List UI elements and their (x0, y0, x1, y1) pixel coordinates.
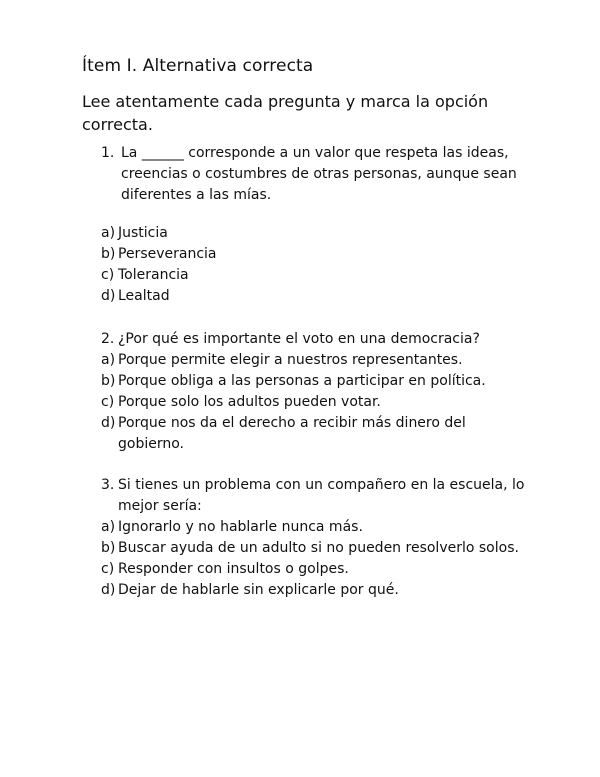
question-number: 2. (101, 331, 115, 347)
option-text: Porque solo los adultos pueden votar. (118, 394, 381, 410)
option-2c[interactable] (101, 392, 531, 413)
option-1a[interactable] (101, 223, 531, 244)
option-text: Porque permite elegir a nuestros representantes. (118, 352, 463, 368)
item-title: Ítem I. Alternativa correcta (82, 56, 314, 76)
option-letter: b) (101, 373, 116, 389)
question-text: ¿Por qué es importante el voto en una democracia? (118, 331, 480, 347)
option-text: Perseverancia (118, 246, 217, 262)
question-number: 1. (101, 145, 115, 161)
option-3a[interactable] (101, 517, 531, 538)
instructions: Lee atentamente cada pregunta y marca la opción correcta. (82, 92, 489, 134)
option-1d[interactable] (101, 286, 531, 307)
question-text: Si tienes un problema con un compañero en la escuela, lo mejor sería: (118, 477, 525, 514)
option-text: Responder con insultos o golpes. (118, 561, 349, 577)
option-text: Dejar de hablarle sin explicarle por qué. (118, 582, 399, 598)
option-1c[interactable] (101, 265, 531, 286)
option-letter: b) (101, 246, 116, 262)
option-text: Tolerancia (118, 267, 189, 283)
option-letter: c) (101, 561, 115, 577)
question-number: 3. (101, 477, 115, 493)
question-3 (101, 475, 531, 601)
option-letter: a) (101, 519, 116, 535)
option-2b[interactable] (101, 371, 531, 392)
question-3-stem (101, 475, 531, 517)
option-2d[interactable] (101, 413, 531, 455)
option-3d[interactable] (101, 580, 531, 601)
option-text: Lealtad (118, 288, 170, 304)
option-text: Porque nos da el derecho a recibir más dinero del gobierno. (118, 415, 466, 452)
option-letter: d) (101, 582, 116, 598)
option-2a[interactable] (101, 350, 531, 371)
question-2-stem (101, 329, 531, 350)
question-2 (101, 329, 531, 455)
question-text: La ______ corresponde a un valor que respeta las ideas, creencias o costumbres de otras personas, aunque sean diferentes a las mías. (121, 145, 517, 203)
option-text: Ignorarlo y no hablarle nunca más. (118, 519, 363, 535)
option-text: Buscar ayuda de un adulto si no pueden resolverlo solos. (118, 540, 519, 556)
option-3c[interactable] (101, 559, 531, 580)
option-letter: b) (101, 540, 116, 556)
option-letter: c) (101, 267, 115, 283)
option-letter: c) (101, 394, 115, 410)
option-text: Porque obliga a las personas a participar en política. (118, 373, 486, 389)
option-3b[interactable] (101, 538, 531, 559)
option-letter: a) (101, 225, 116, 241)
option-text: Justicia (118, 225, 168, 241)
option-letter: d) (101, 415, 116, 431)
question-1-stem (101, 143, 531, 206)
option-letter: a) (101, 352, 116, 368)
question-1 (101, 143, 531, 307)
option-1b[interactable] (101, 244, 531, 265)
option-letter: d) (101, 288, 116, 304)
